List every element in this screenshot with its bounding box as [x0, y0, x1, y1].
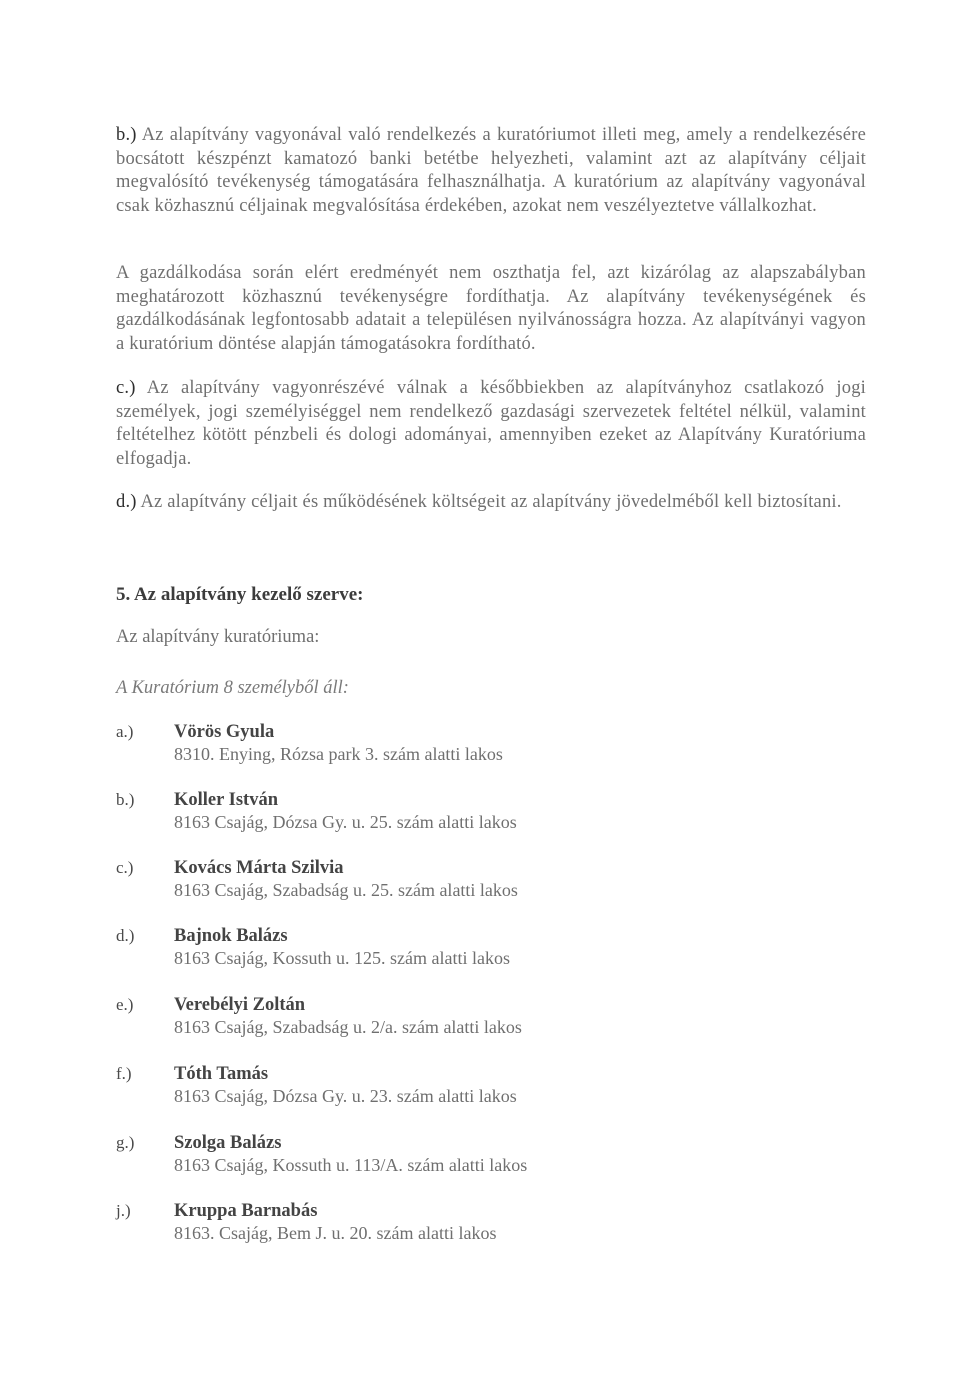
- member-address: 8163 Csajág, Kossuth u. 125. szám alatti lakos: [174, 948, 510, 968]
- member-name: Koller István: [174, 790, 278, 810]
- member-item: [116, 1201, 816, 1249]
- member-letter: j.): [116, 1201, 131, 1220]
- member-address: 8163. Csajág, Bem J. u. 20. szám alatti lakos: [174, 1223, 497, 1243]
- member-letter: a.): [116, 722, 134, 741]
- member-name: Vörös Gyula: [174, 722, 275, 742]
- paragraph-b-text: Az alapítvány vagyonával való rendelkezés a kuratóriumot illeti meg, amely a rendelkezésére bocsátott készpénzt kamatozó banki betétbe helyezheti, valamint azt az alapítvány céljait megvalósító tevékenység támogatására felhasználhatja. A kuratórium az alapítvány vagyonával csak közhasznú céljainak megvalósítása érdekében, azokat nem veszélyeztetve vállalkozhat.: [116, 125, 866, 216]
- member-item: [116, 1064, 816, 1112]
- member-name: Bajnok Balázs: [174, 926, 288, 946]
- paragraph-d: [116, 491, 866, 515]
- paragraph-gazdalkodas: A gazdálkodása során elért eredményét nem oszthatja fel, azt kizárólag az alapszabályban meghatározott közhasznú tevékenységre fordíthatja. Az alapítvány tevékenységének és gazdálkodásának legfontosabb adatait a településen nyilvánosságra hozza. Az alapítványi vagyon a kuratórium döntése alapján támogatásokra fordítható.: [116, 263, 866, 354]
- section-subheading: Az alapítvány kuratóriuma:: [116, 627, 320, 647]
- member-address: 8163 Csajág, Dózsa Gy. u. 23. szám alatti lakos: [174, 1086, 517, 1106]
- section-heading: 5. Az alapítvány kezelő szerve:: [116, 584, 364, 605]
- member-letter: g.): [116, 1133, 135, 1152]
- section-intro: A Kuratórium 8 személyből áll:: [116, 678, 349, 698]
- paragraph-c: [116, 377, 866, 471]
- member-item: [116, 995, 816, 1043]
- paragraph-b: [116, 124, 866, 218]
- member-item: [116, 926, 816, 974]
- member-address: 8310. Enying, Rózsa park 3. szám alatti lakos: [174, 744, 503, 764]
- member-letter: c.): [116, 858, 134, 877]
- member-name: Tóth Tamás: [174, 1064, 269, 1084]
- member-letter: b.): [116, 790, 135, 809]
- paragraph-d-text: Az alapítvány céljait és működésének költségeit az alapítvány jövedelméből kell biztosítani.: [136, 492, 842, 512]
- member-address: 8163 Csajág, Dózsa Gy. u. 25. szám alatti lakos: [174, 812, 517, 832]
- paragraph-b-label: b.): [116, 125, 137, 145]
- paragraph-c-label: c.): [116, 378, 136, 398]
- member-name: Szolga Balázs: [174, 1133, 282, 1153]
- member-address: 8163 Csajág, Szabadság u. 25. szám alatti lakos: [174, 880, 518, 900]
- member-letter: d.): [116, 926, 135, 945]
- member-item: [116, 1133, 816, 1181]
- member-name: Verebélyi Zoltán: [174, 995, 306, 1015]
- member-letter: f.): [116, 1064, 132, 1083]
- member-name: Kruppa Barnabás: [174, 1201, 318, 1221]
- member-letter: e.): [116, 995, 134, 1014]
- member-address: 8163 Csajág, Kossuth u. 113/A. szám alatti lakos: [174, 1155, 528, 1175]
- member-item: [116, 790, 816, 838]
- member-address: 8163 Csajág, Szabadság u. 2/a. szám alatti lakos: [174, 1017, 522, 1037]
- paragraph-d-label: d.): [116, 492, 137, 512]
- member-name: Kovács Márta Szilvia: [174, 858, 344, 878]
- paragraph-c-text: Az alapítvány vagyonrészévé válnak a későbbiekben az alapítványhoz csatlakozó jogi személyek, jogi személyiséggel nem rendelkező gazdasági szervezetek feltétel nélkül, valamint feltételhez kötött pénzbeli és dologi adományai, amennyiben ezeket az Alapítvány Kuratóriuma elfogadja.: [116, 378, 866, 469]
- member-item: [116, 722, 816, 770]
- member-item: [116, 858, 816, 906]
